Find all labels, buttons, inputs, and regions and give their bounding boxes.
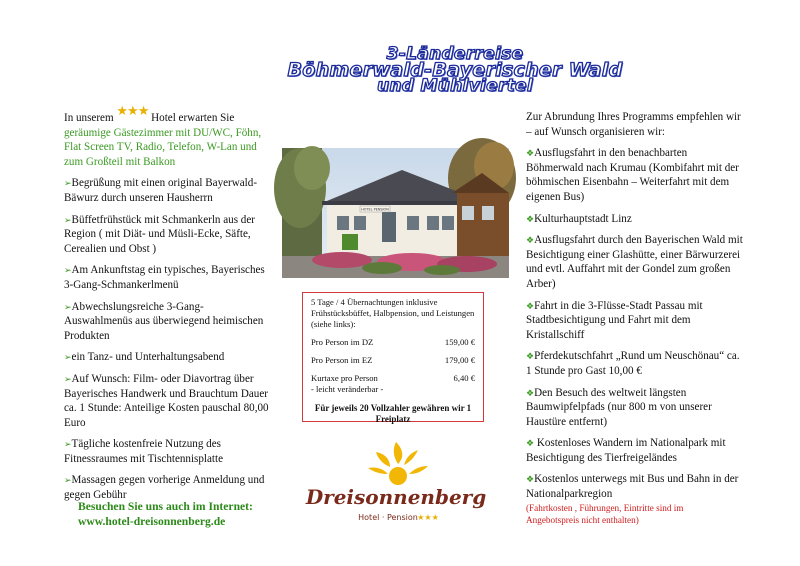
free-place-offer: Für jeweils 20 Vollzahler gewähren wir 1 Freiplatz	[314, 403, 472, 424]
list-item: ❖ Kostenloses Wandern im Nationalpark mit Besichtigung des Tierfreigeländes	[526, 437, 726, 464]
price-value: 6,40 €	[453, 373, 475, 383]
title-line-3: und Mühlviertel	[376, 76, 534, 96]
price-label: Pro Person im EZ	[311, 355, 373, 365]
price-value: 159,00 €	[444, 337, 475, 347]
list-item: ➢ein Tanz- und Unterhaltungsabend	[64, 351, 225, 364]
logo-name: Dreisonnenberg	[305, 485, 487, 509]
list-item: ➢Büffetfrühstück mit Schmankerln aus der Region ( mit Diät- und Müsli-Ecke, Säfte, Cerealien und Obst )	[64, 213, 255, 255]
photo-sign-text: HOTEL PENSION	[361, 207, 389, 212]
costs-note: (Fahrtkosten , Führungen, Eintritte sind im Angebotspreis nicht enthalten)	[526, 503, 684, 525]
excursions-intro: Zur Abrundung Ihres Programms empfehlen wir – auf Wunsch organisieren wir:	[526, 111, 741, 138]
title-line-1: 3-Länderreise	[386, 44, 524, 64]
diamond-bullet-icon: ❖	[526, 438, 535, 449]
list-item: ❖Pferdekutschfahrt „Rund um Neuschönau“ ca. 1 Stunde pro Gast 10,00 €	[526, 350, 740, 377]
sun-logo-icon	[305, 440, 487, 530]
list-item: ❖Kostenlos unterwegs mit Bus und Bahn in der Nationalparkregion	[526, 473, 739, 501]
arrow-bullet-icon: ➢	[64, 301, 72, 312]
intro-text-a: In unserem	[64, 112, 114, 124]
list-item: ➢Massagen gegen vorherige Anmeldung und gegen Gebühr	[64, 474, 265, 502]
diamond-bullet-icon: ❖	[526, 351, 535, 362]
list-item: ❖Kulturhauptstadt Linz	[526, 212, 632, 225]
price-row	[311, 337, 475, 348]
intro-paragraph	[64, 103, 272, 169]
list-item: ❖Fahrt in die 3-Flüsse-Stadt Passau mit Stadtbesichtigung und Fahrt mit dem Kristallschiff	[526, 299, 703, 341]
page-title	[250, 46, 660, 94]
price-label: Pro Person im DZ	[311, 337, 374, 347]
list-item: ❖Den Besuch des weltweit längsten Baumwipfelpfads (nur 800 m von unserer Haustüre entfernt)	[526, 386, 712, 428]
intro-green-text: geräumige Gästezimmer mit DU/WC, Föhn, Flat Screen TV, Radio, Telefon, W-Lan und zum Großteil mit Balkon	[64, 126, 262, 168]
website-link[interactable]: www.hotel-dreisonnenberg.de	[78, 515, 226, 528]
hotel-services-column	[64, 103, 272, 510]
title-line-2: Böhmerwald-Bayerischer Wald	[287, 59, 623, 81]
intro-text-b: Hotel erwarten Sie	[151, 112, 235, 124]
hotel-photo	[282, 148, 509, 278]
logo-subtitle: Hotel · Pension	[358, 513, 418, 522]
price-row	[311, 373, 475, 384]
arrow-bullet-icon: ➢	[64, 373, 72, 384]
list-item: ➢Abwechslungsreiche 3-Gang-Auswahlmenüs aus überwiegend heimischen Produkten	[64, 300, 264, 342]
excursions-column	[526, 110, 744, 509]
arrow-bullet-icon: ➢	[64, 178, 72, 189]
diamond-bullet-icon: ❖	[526, 474, 535, 485]
hotel-photo-illustration	[282, 148, 509, 278]
price-label: Kurtaxe pro Person	[311, 373, 378, 383]
list-item: ➢Tägliche kostenfreie Nutzung des Fitnessraumes mit Tischtennisplatte	[64, 438, 224, 465]
arrow-bullet-icon: ➢	[64, 214, 72, 225]
arrow-bullet-icon: ➢	[64, 475, 72, 486]
diamond-bullet-icon: ❖	[526, 235, 535, 246]
diamond-bullet-icon: ❖	[526, 213, 535, 224]
website-block	[78, 499, 253, 529]
stars-icon: ★★★	[116, 103, 149, 118]
diamond-bullet-icon: ❖	[526, 387, 535, 398]
visit-heading: Besuchen Sie uns auch im Internet:	[78, 500, 253, 513]
arrow-bullet-icon: ➢	[64, 265, 72, 276]
price-box	[302, 292, 484, 422]
price-row	[311, 355, 475, 366]
hotel-logo	[305, 440, 487, 530]
list-item: ❖Ausflugsfahrt durch den Bayerischen Wald mit Besichtigung einer Glashütte, einer Bärwurzerei und evtl. Auffahrt mit der Gondel zum großen Arber)	[526, 234, 743, 290]
logo-stars: ★★★	[417, 513, 439, 522]
price-intro: 5 Tage / 4 Übernachtungen inklusive Frühstücksbüffet, Halbpension, und Leistungen (siehe links):	[311, 297, 475, 329]
diamond-bullet-icon: ❖	[526, 148, 535, 159]
arrow-bullet-icon: ➢	[64, 439, 72, 450]
list-item: ➢Begrüßung mit einen original Bayerwald-Bäwurz durch unseren Hausherrn	[64, 177, 258, 204]
arrow-bullet-icon: ➢	[64, 352, 72, 363]
list-item: ❖Ausflugsfahrt in den benachbarten Böhmerwald nach Krumau (Kombifahrt mit der böhmischen Eisenbahn – Weiterfahrt mit dem eigenen Bus)	[526, 147, 739, 203]
price-value: 179,00 €	[444, 355, 475, 365]
list-item: ➢Auf Wunsch: Film- oder Diavortrag über Bayerisches Handwerk und Brauchtum Dauer ca. 1 Stunde: Anteilige Kosten pauschal 80,00 Euro	[64, 372, 269, 429]
diamond-bullet-icon: ❖	[526, 300, 535, 311]
list-item: ➢Am Ankunftstag ein typisches, Bayerisches 3-Gang-Schmankerlmenü	[64, 264, 265, 291]
kurtaxe-note: - leicht veränderbar -	[311, 384, 384, 394]
